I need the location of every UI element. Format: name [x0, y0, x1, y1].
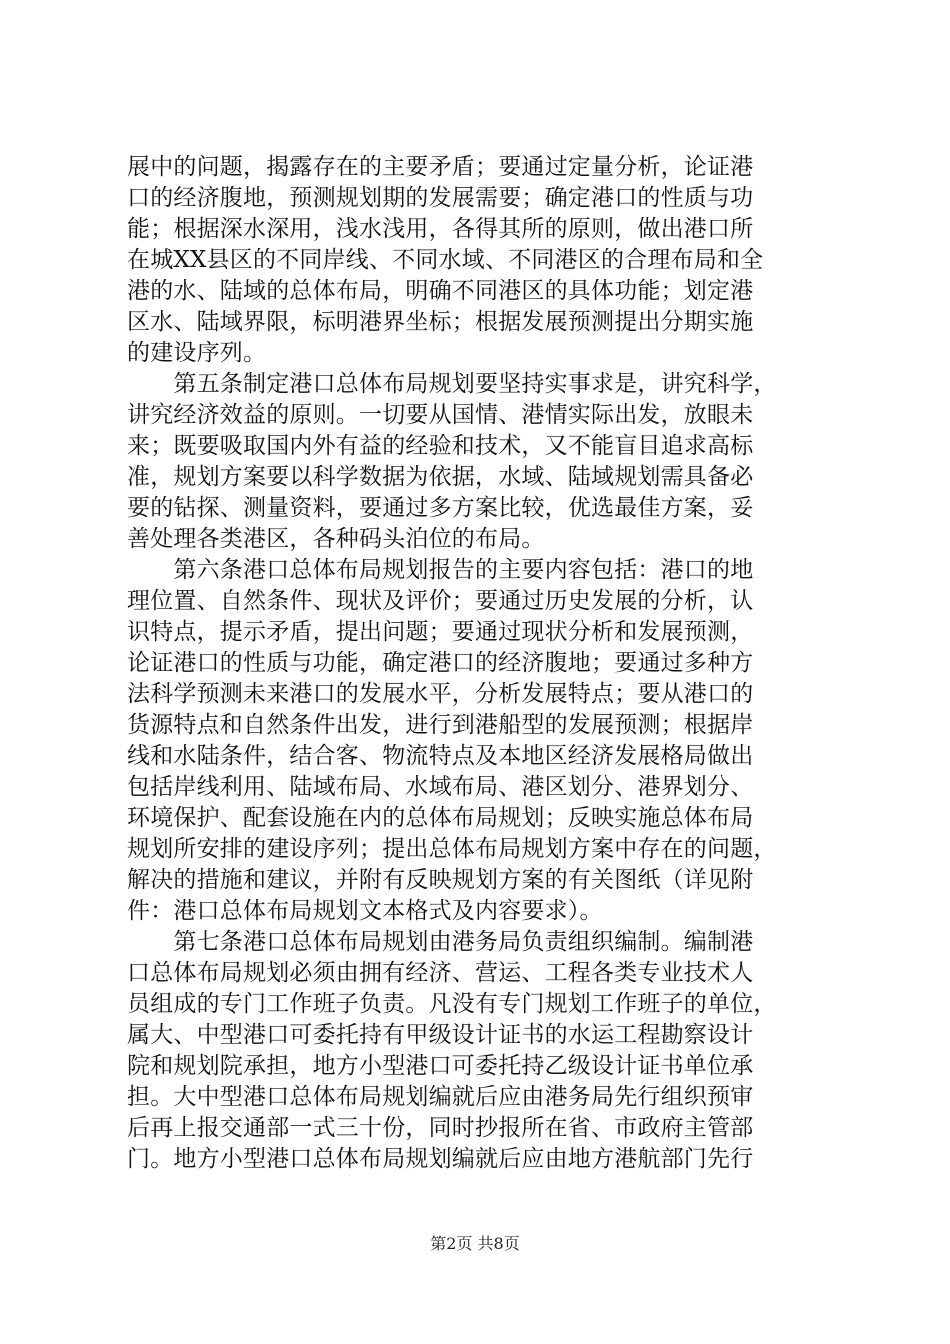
- text-line: 院和规划院承担，地方小型港口可委托持乙级设计证书单位承: [127, 1053, 754, 1079]
- text-line: 员组成的专门工作班子负责。凡没有专门规划工作班子的单位，: [127, 991, 777, 1017]
- text-line: 包括岸线利用、陆域布局、水域布局、港区划分、港界划分、: [127, 774, 754, 800]
- text-line: 讲究经济效益的原则。一切要从国情、港情实际出发，放眼未: [127, 402, 754, 428]
- text-line: 第六条港口总体布局规划报告的主要内容包括：港口的地: [127, 557, 754, 583]
- text-line: 要的钻探、测量资料，要通过多方案比较，优选最佳方案，妥: [127, 495, 754, 521]
- text-line: 理位置、自然条件、现状及评价；要通过历史发展的分析，认: [127, 588, 754, 614]
- text-line: 港的水、陆域的总体布局，明确不同港区的具体功能；划定港: [127, 278, 754, 304]
- text-line: 解决的措施和建议，并附有反映规划方案的有关图纸（详见附: [127, 867, 754, 893]
- document-body: [127, 152, 833, 1175]
- text-line: 来；既要吸取国内外有益的经验和技术，又不能盲目追求高标: [127, 433, 754, 459]
- text-line: 识特点，提示矛盾，提出问题；要通过现状分析和发展预测，: [127, 619, 754, 645]
- text-line: 口总体布局规划必须由拥有经济、营运、工程各类专业技术人: [127, 960, 754, 986]
- text-line: 善处理各类港区，各种码头泊位的布局。: [127, 526, 545, 552]
- text-line: 担。大中型港口总体布局规划编就后应由港务局先行组织预审: [127, 1084, 754, 1110]
- text-line: 环境保护、配套设施在内的总体布局规划；反映实施总体布局: [127, 805, 754, 831]
- text-line: 线和水陆条件，结合客、物流特点及本地区经济发展格局做出: [127, 743, 754, 769]
- text-line: 货源特点和自然条件出发，进行到港船型的发展预测；根据岸: [127, 712, 754, 738]
- text-line: 在城XX县区的不同岸线、不同水域、不同港区的合理布局和全: [127, 247, 764, 273]
- text-line: 的建设序列。: [127, 340, 267, 366]
- text-line: 门。地方小型港口总体布局规划编就后应由地方港航部门先行: [127, 1146, 754, 1172]
- text-line: 区水、陆域界限，标明港界坐标；根据发展预测提出分期实施: [127, 309, 754, 335]
- text-line: 第五条制定港口总体布局规划要坚持实事求是，讲究科学，: [127, 371, 777, 397]
- text-line: 口的经济腹地，预测规划期的发展需要；确定港口的性质与功: [127, 185, 754, 211]
- text-line: 法科学预测未来港口的发展水平，分析发展特点；要从港口的: [127, 681, 754, 707]
- text-line: 准，规划方案要以科学数据为依据，水域、陆域规划需具备必: [127, 464, 754, 490]
- page-footer: 第2页 共8页: [430, 1234, 520, 1253]
- text-line: 规划所安排的建设序列；提出总体布局规划方案中存在的问题，: [127, 836, 777, 862]
- text-line: 件：港口总体布局规划文本格式及内容要求）。: [127, 898, 603, 924]
- text-line: 第七条港口总体布局规划由港务局负责组织编制。编制港: [127, 929, 754, 955]
- text-line: 后再上报交通部一式三十份，同时抄报所在省、市政府主管部: [127, 1115, 754, 1141]
- text-line: 论证港口的性质与功能，确定港口的经济腹地；要通过多种方: [127, 650, 754, 676]
- text-line: 属大、中型港口可委托持有甲级设计证书的水运工程勘察设计: [127, 1022, 754, 1048]
- text-line: 展中的问题，揭露存在的主要矛盾；要通过定量分析，论证港: [127, 154, 754, 180]
- text-line: 能；根据深水深用，浅水浅用，各得其所的原则，做出港口所: [127, 216, 754, 242]
